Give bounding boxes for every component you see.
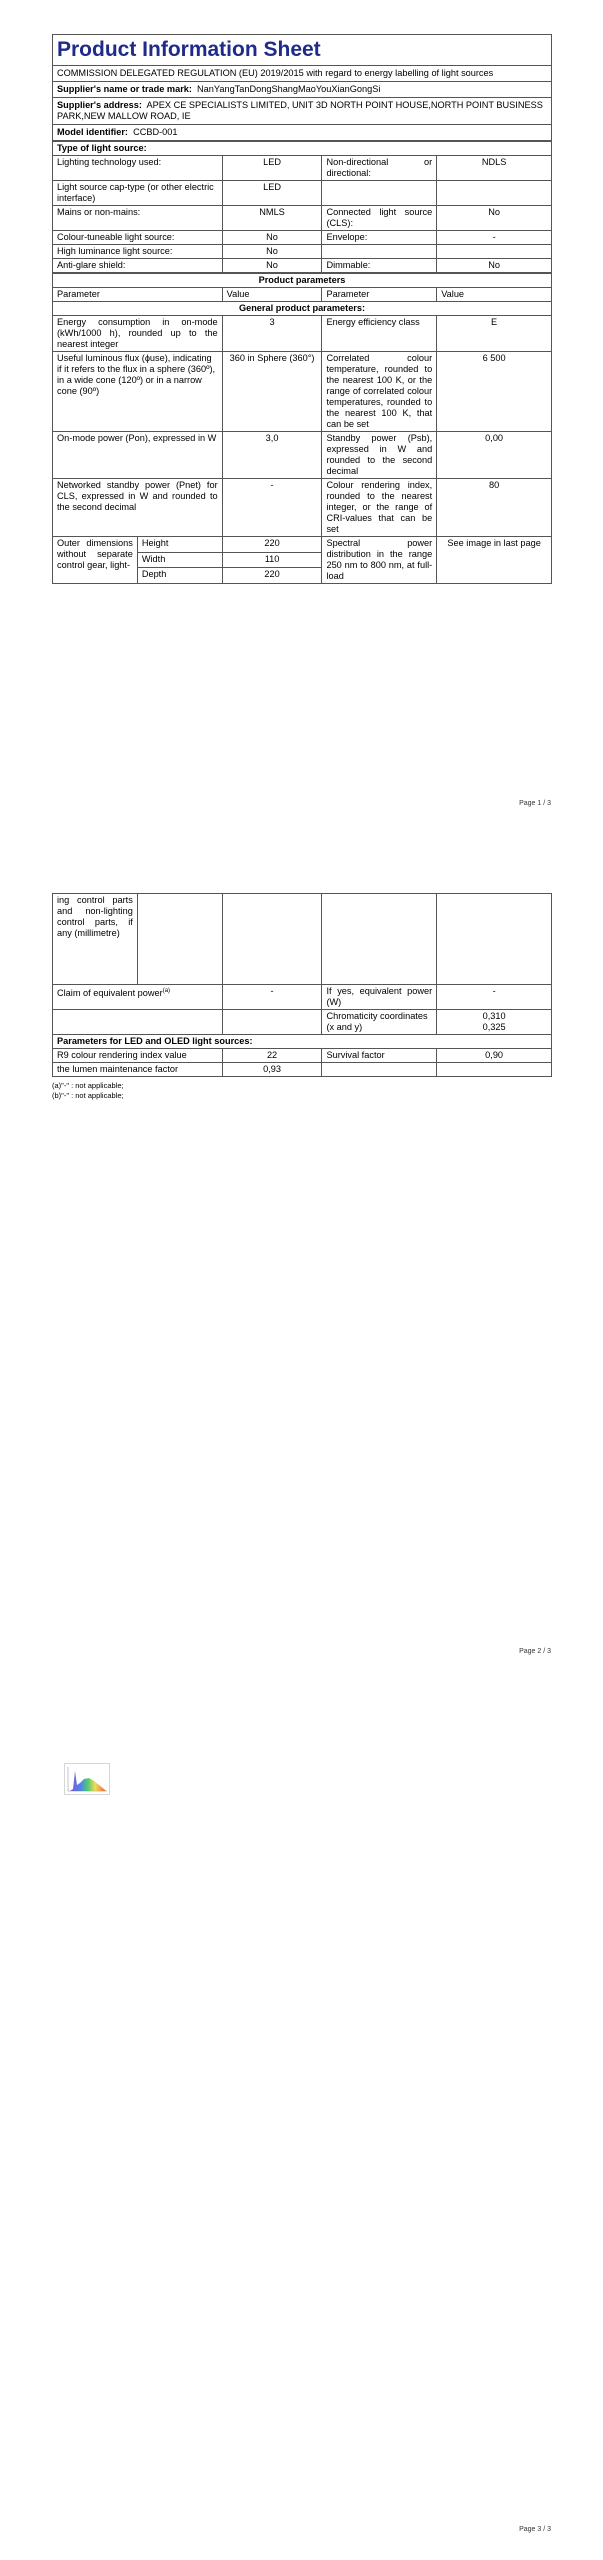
cell: - <box>437 231 552 245</box>
cell: Survival factor <box>322 1049 437 1063</box>
column-header: Value <box>437 288 552 302</box>
cell: NDLS <box>437 156 552 181</box>
cell: Connected light source (CLS): <box>322 206 437 231</box>
cell: Mains or non-mains: <box>53 206 223 231</box>
cell: Energy consumption in on-mode (kWh/1000 h), rounded up to the nearest integer <box>53 316 223 352</box>
table-row <box>53 985 552 1010</box>
cell: Anti-glare shield: <box>53 259 223 273</box>
cell: No <box>222 231 322 245</box>
table-row <box>53 245 552 259</box>
cell: Networked standby power (Pnet) for CLS, expressed in W and rounded to the second decimal <box>53 479 223 537</box>
led-params-heading: Parameters for LED and OLED light sources: <box>53 1035 552 1049</box>
dimensions-continued-row <box>53 894 552 985</box>
footnote-b: (b)"-" : not applicable; <box>52 1091 124 1100</box>
cell: 0,93 <box>222 1063 322 1077</box>
cell: 3,0 <box>222 432 322 479</box>
page-number: Page 3 / 3 <box>519 2526 551 2533</box>
dimensions-row <box>53 537 552 553</box>
cell: If yes, equivalent power (W) <box>322 985 437 1010</box>
general-params-heading: General product parameters: <box>53 302 552 316</box>
height-label: Height <box>137 537 222 553</box>
cell: 0,90 <box>437 1049 552 1063</box>
footnotes <box>52 1081 552 1101</box>
spectral-distribution-image <box>64 1763 110 1795</box>
cell: Envelope: <box>322 231 437 245</box>
supplier-name-value: NanYangTanDongShangMaoYouXianGongSi <box>197 84 381 94</box>
continued-table <box>52 893 552 1077</box>
footnote-ref: (a) <box>162 988 171 994</box>
page-1 <box>52 34 552 584</box>
cell: LED <box>222 156 322 181</box>
regulation-text: COMMISSION DELEGATED REGULATION (EU) 2019/2015 with regard to energy labelling of light sources <box>57 68 494 78</box>
cell <box>322 894 437 985</box>
cell: Colour rendering index, rounded to the nearest integer, or the range of CRI-values that can be set <box>322 479 437 537</box>
cell <box>137 894 222 985</box>
page-title: Product Information Sheet <box>52 34 552 65</box>
cell: High luminance light source: <box>53 245 223 259</box>
cell: R9 colour rendering index value <box>53 1049 223 1063</box>
cell <box>222 894 322 985</box>
column-headers <box>53 288 552 302</box>
table-row <box>53 231 552 245</box>
table-row <box>53 432 552 479</box>
table-row <box>53 316 552 352</box>
cell: 22 <box>222 1049 322 1063</box>
cell: No <box>437 259 552 273</box>
cell: Energy efficiency class <box>322 316 437 352</box>
table-row <box>53 206 552 231</box>
cell: Standby power (Psb), expressed in W and rounded to the second decimal <box>322 432 437 479</box>
table-row <box>53 181 552 206</box>
cell: 80 <box>437 479 552 537</box>
cell <box>53 1010 223 1035</box>
spd-label: Spectral power distribution in the range 250 nm to 800 nm, at full-load <box>322 537 437 584</box>
dimensions-label: Outer dimensions without separate control gear, light- <box>53 537 138 584</box>
header-box <box>52 65 552 141</box>
cell <box>322 181 437 206</box>
cell: Colour-tuneable light source: <box>53 231 223 245</box>
cell: Useful luminous flux (ɸuse), indicating if it refers to the flux in a sphere (360º), in a wide cone (120º) or in a narrow cone (90º) <box>53 352 223 432</box>
cell: No <box>437 206 552 231</box>
cell <box>437 1063 552 1077</box>
cell <box>437 894 552 985</box>
cell: No <box>222 245 322 259</box>
equivalent-power-claim-text: Claim of equivalent power <box>57 988 163 999</box>
chromaticity-value <box>437 1010 552 1035</box>
model-row <box>53 124 551 140</box>
table-row <box>53 1063 552 1077</box>
width-value: 110 <box>222 552 322 568</box>
spd-value: See image in last page <box>437 537 552 584</box>
cell: No <box>222 259 322 273</box>
cell: NMLS <box>222 206 322 231</box>
column-header: Parameter <box>322 288 437 302</box>
cell: 360 in Sphere (360°) <box>222 352 322 432</box>
page-2 <box>52 893 552 1101</box>
table-row <box>53 156 552 181</box>
table-row <box>53 479 552 537</box>
table-row <box>53 1010 552 1035</box>
depth-label: Depth <box>137 568 222 584</box>
product-params-table <box>52 273 552 584</box>
table-row <box>53 352 552 432</box>
column-header: Parameter <box>53 288 223 302</box>
supplier-address-value: APEX CE SPECIALISTS LIMITED, UNIT 3D NORTH POINT HOUSE,NORTH POINT BUSINESS PARK,NEW MALLOW ROAD, IE <box>57 100 543 121</box>
cell: - <box>222 985 322 1010</box>
cell: 0,00 <box>437 432 552 479</box>
width-label: Width <box>137 552 222 568</box>
cell: - <box>437 985 552 1010</box>
cell: Light source cap-type (or other electric interface) <box>53 181 223 206</box>
height-value: 220 <box>222 537 322 553</box>
page-number: Page 2 / 3 <box>519 1648 551 1655</box>
cell: E <box>437 316 552 352</box>
chromaticity-label: Chromaticity coordinates (x and y) <box>322 1010 437 1035</box>
column-header: Value <box>222 288 322 302</box>
cell: LED <box>222 181 322 206</box>
dimensions-label-continued: ing control parts and non-lighting control parts, if any (millimetre) <box>53 894 138 985</box>
cell: - <box>222 479 322 537</box>
depth-value: 220 <box>222 568 322 584</box>
table-row <box>53 259 552 273</box>
cell: Dimmable: <box>322 259 437 273</box>
cell: Correlated colour temperature, rounded to the nearest 100 K, or the range of correlated colour temperatures, rounded to the nearest 100 K, that can be set <box>322 352 437 432</box>
supplier-name-label: Supplier's name or trade mark: <box>57 84 192 94</box>
cell <box>437 245 552 259</box>
footnote-a: (a)"-" : not applicable; <box>52 1081 124 1090</box>
table-row <box>53 1049 552 1063</box>
cell: 3 <box>222 316 322 352</box>
chromaticity-x: 0,310 <box>482 1011 506 1021</box>
cell <box>437 181 552 206</box>
model-value: CCBD-001 <box>133 127 178 137</box>
type-heading: Type of light source: <box>53 142 552 156</box>
product-params-heading: Product parameters <box>53 274 552 288</box>
cell: On-mode power (Pon), expressed in W <box>53 432 223 479</box>
supplier-address-row <box>53 97 551 124</box>
chromaticity-y: 0,325 <box>482 1022 506 1032</box>
page-number: Page 1 / 3 <box>519 800 551 807</box>
cell <box>322 1063 437 1077</box>
equivalent-power-claim-label <box>53 985 223 1010</box>
cell: Non-directional or directional: <box>322 156 437 181</box>
cell: 6 500 <box>437 352 552 432</box>
cell: the lumen maintenance factor <box>53 1063 223 1077</box>
cell <box>222 1010 322 1035</box>
type-table <box>52 141 552 273</box>
supplier-address-label: Supplier's address: <box>57 100 142 110</box>
model-label: Model identifier: <box>57 127 128 137</box>
cell: Lighting technology used: <box>53 156 223 181</box>
supplier-name-row <box>53 81 551 97</box>
cell <box>322 245 437 259</box>
